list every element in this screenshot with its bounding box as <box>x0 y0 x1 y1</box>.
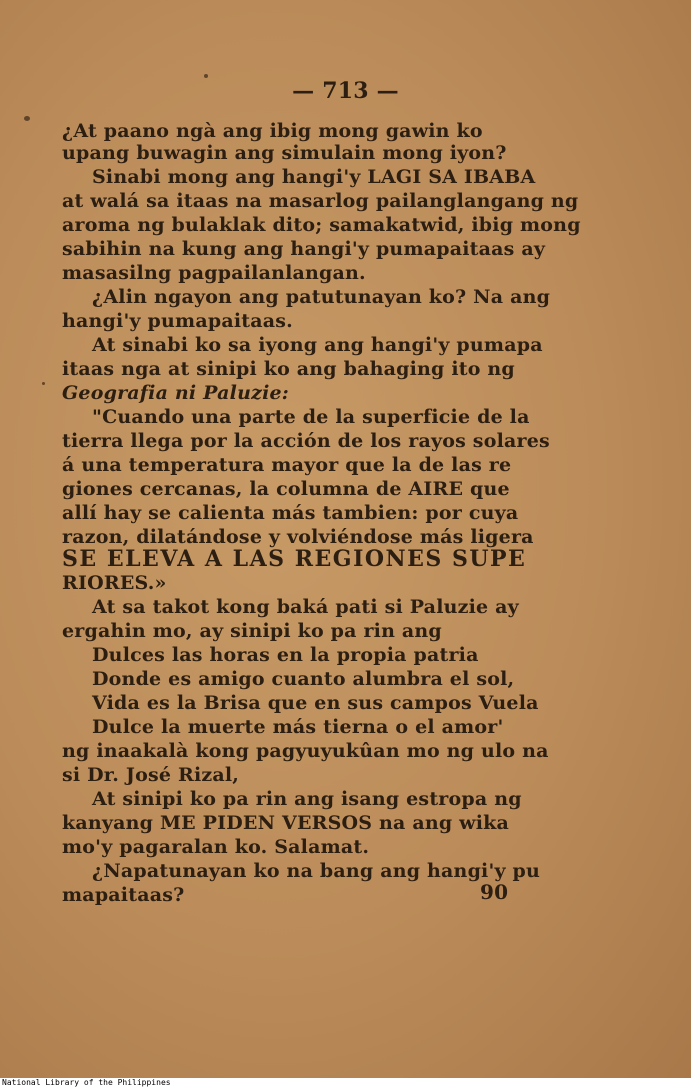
ink-spot <box>204 74 208 78</box>
text-line: At sa takot kong baká pati si Paluzie ay <box>92 596 519 618</box>
signature-mark: 90 <box>480 880 509 904</box>
text-line: ergahin mo, ay sinipi ko pa rin ang <box>62 620 442 642</box>
text-line: RIORES.» <box>62 572 167 594</box>
text-line: mapaitaas? <box>62 884 185 906</box>
text-line: upang buwagin ang simulain mong iyon? <box>62 142 507 164</box>
text-line: ¿At paano ngà ang ibig mong gawin ko <box>62 120 483 142</box>
text-line: sabihin na kung ang hangi'y pumapaitaas ay <box>62 238 546 260</box>
text-line: ng inaakalà kong pagyuyukûan mo ng ulo na <box>62 740 549 762</box>
text-line: giones cercanas, la columna de AIRE que <box>62 478 510 500</box>
text-line: Vida es la Brisa que en sus campos Vuela <box>92 692 539 714</box>
archive-credit: National Library of the Philippines <box>0 1078 691 1088</box>
page-number: — 713 — <box>292 78 399 104</box>
text-line: Donde es amigo cuanto alumbra el sol, <box>92 668 515 690</box>
text-line: tierra llega por la acción de los rayos solares <box>62 430 550 452</box>
text-line: Sinabi mong ang hangi'y LAGI SA IBABA <box>92 166 536 188</box>
text-line: "Cuando una parte de la superficie de la <box>92 406 530 428</box>
ink-spot <box>24 116 30 121</box>
text-line: allí hay se calienta más tambien: por cuya <box>62 502 519 524</box>
text-line: At sinipi ko pa rin ang isang estropa ng <box>92 788 522 810</box>
text-line: At sinabi ko sa iyong ang hangi'y pumapa <box>92 334 543 356</box>
text-line: ¿Napatunayan ko na bang ang hangi'y pu <box>92 860 541 882</box>
text-line: aroma ng bulaklak dito; samakatwid, ibig mong <box>62 214 581 236</box>
text-line: at walá sa itaas na masarlog pailanglangang ng <box>62 190 579 212</box>
text-line: hangi'y pumapaitaas. <box>62 310 293 332</box>
text-line: kanyang ME PIDEN VERSOS na ang wika <box>62 812 510 834</box>
text-line: Dulces las horas en la propia patria <box>92 644 479 666</box>
text-line: mo'y pagaralan ko. Salamat. <box>62 836 370 858</box>
ink-spot <box>42 382 45 385</box>
text-line: razon, dilatándose y volviéndose más ligera <box>62 526 534 548</box>
text-line: á una temperatura mayor que la de las re <box>62 454 512 476</box>
text-line: SE ELEVA A LAS REGIONES SUPE <box>62 546 527 572</box>
text-line: masasilng pagpailanlangan. <box>62 262 366 284</box>
text-line: Geografia ni Paluzie: <box>62 382 289 404</box>
text-line: si Dr. José Rizal, <box>62 764 240 786</box>
text-line: itaas nga at sinipi ko ang bahaging ito ng <box>62 358 515 380</box>
text-line: ¿Alin ngayon ang patutunayan ko? Na ang <box>92 286 551 308</box>
text-line: Dulce la muerte más tierna o el amor' <box>92 716 504 738</box>
